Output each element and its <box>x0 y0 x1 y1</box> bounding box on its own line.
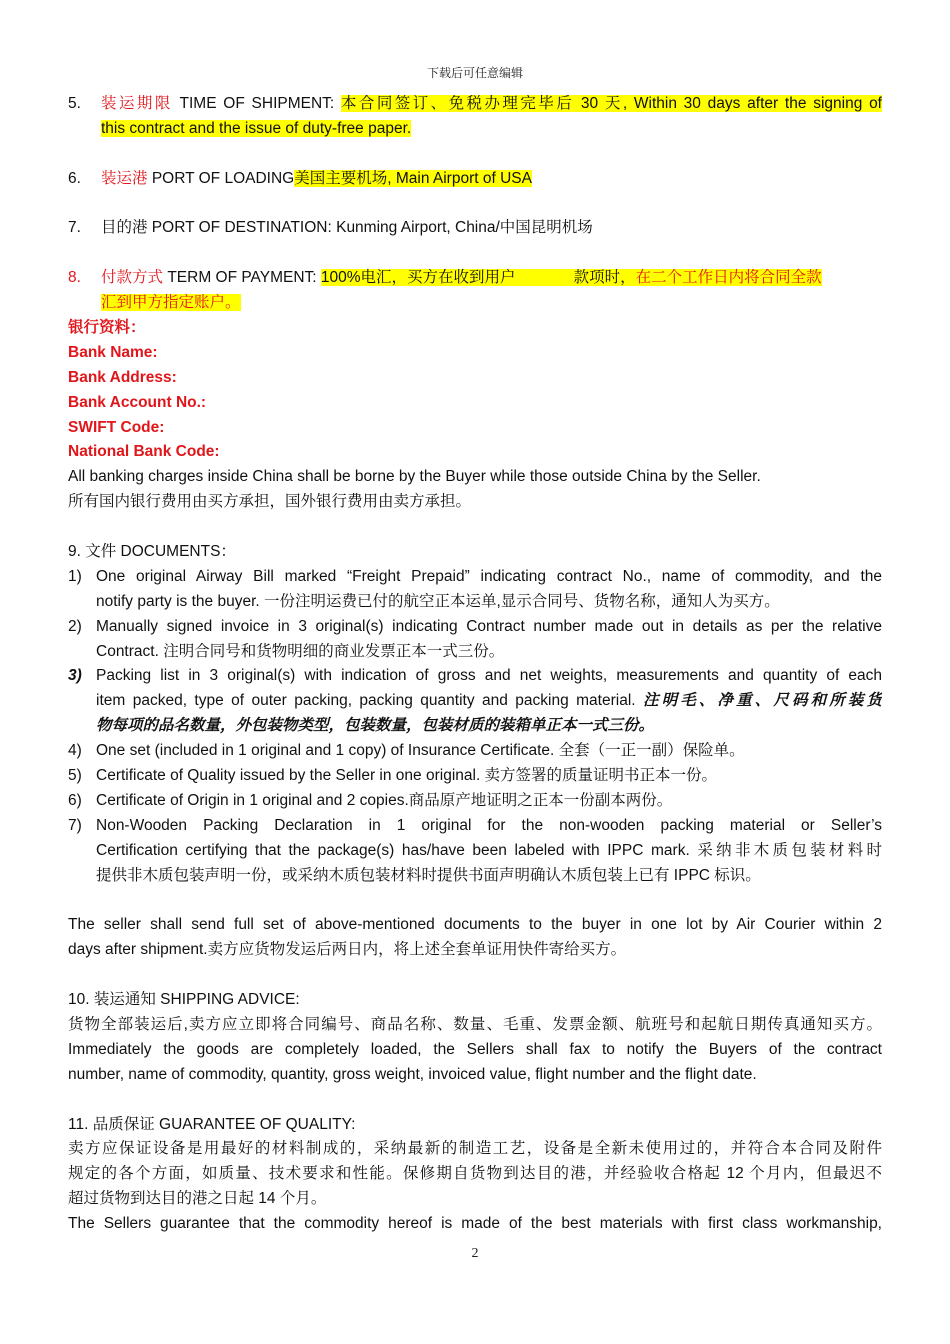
label-cn: 装运港 <box>101 169 148 187</box>
bank-address-label: Bank Address: <box>68 368 177 386</box>
section-number: 5. <box>68 95 81 112</box>
guarantee-cn-2: 规定的各个方面，如质量、技术要求和性能。保修期自货物到达目的港，并经验收合格起 12 个月内，但最迟不 <box>68 1165 882 1183</box>
document-item-1: 1) One original Airway Bill marked “Freight Prepaid” indicating contract No., name of commodity, and the <box>68 567 882 585</box>
bank-info-title: 银行资料： <box>68 319 146 337</box>
section-number: 6. <box>68 169 81 187</box>
document-item-4: 4) One set (included in 1 original and 1 copy) of Insurance Certificate. 全套（一正一副）保险单。 <box>68 742 745 760</box>
section-port-of-loading <box>68 167 882 192</box>
document-item-2: 2) Manually signed invoice in 3 original(s) indicating Contract number made out in details as per the relative <box>68 617 882 635</box>
port-of-loading-value: 美国主要机场, Main Airport of USA <box>294 169 532 187</box>
document-item-7: 7) Non-Wooden Packing Declaration in 1 original for the non-wooden packing material or Seller’s <box>68 816 882 834</box>
bank-account-label: Bank Account No.: <box>68 393 207 411</box>
shipping-advice-title: 10. 装运通知 SHIPPING ADVICE: <box>68 991 300 1009</box>
payment-value-cont: 汇到甲方指定账户。 <box>101 294 241 312</box>
document-item-6: 6) Certificate of Origin in 1 original and 2 copies.商品原产地证明之正本一份副本两份。 <box>68 791 673 809</box>
label-cn: 付款方式 <box>101 269 164 287</box>
section-time-of-shipment <box>68 92 882 117</box>
payment-value-3: 在二个工作日内将合同全款 <box>635 269 822 287</box>
section-port-of-destination <box>68 216 882 241</box>
bank-charges-en: All banking charges inside China shall be borne by the Buyer while those outside China by the Seller. <box>68 468 761 486</box>
page-header: 下载后可任意编辑 <box>426 66 523 80</box>
shipment-time-value: 本合同签订、免税办理完毕后 30 天, Within 30 days after the signing of <box>340 95 882 112</box>
page-number: 2 <box>471 1246 479 1261</box>
payment-value-1: 100%电汇，买方在收到用户 <box>320 269 516 287</box>
label-en: TERM OF PAYMENT: <box>163 269 321 287</box>
label-en: TIME OF SHIPMENT: <box>172 95 341 112</box>
shipping-advice-en: Immediately the goods are completely loaded, the Sellers shall fax to notify the Buyers of the contract <box>68 1040 882 1058</box>
document-item-3: 3) Packing list in 3 original(s) with indication of gross and net weights, measurements and quantity of each <box>68 667 882 685</box>
guarantee-cn-3: 超过货物到达目的港之日起 14 个月。 <box>68 1190 327 1208</box>
section-number: 7. <box>68 219 81 237</box>
documents-delivery-en: The seller shall send full set of above-mentioned documents to the buyer in one lot by Air Courier within 2 <box>68 916 882 934</box>
swift-code-label: SWIFT Code: <box>68 418 165 436</box>
port-of-destination-text: 目的港 PORT OF DESTINATION: Kunming Airport, China/中国昆明机场 <box>101 219 593 237</box>
documents-title: 9. 文件 DOCUMENTS： <box>68 543 236 561</box>
payment-value-2: 款项时， <box>573 269 636 287</box>
label-en: PORT OF LOADING <box>147 169 295 187</box>
label-cn: 装运期限 <box>101 95 173 112</box>
section-term-of-payment <box>68 266 882 291</box>
guarantee-cn-1: 卖方应保证设备是用最好的材料制成的，采纳最新的制造工艺，设备是全新未使用过的，并符合本合同及附件 <box>68 1140 882 1158</box>
bank-charges-cn: 所有国内银行费用由买方承担，国外银行费用由卖方承担。 <box>68 493 472 511</box>
national-bank-code-label: National Bank Code: <box>68 443 220 461</box>
guarantee-title: 11. 品质保证 GUARANTEE OF QUALITY: <box>68 1115 356 1133</box>
document-item-5: 5) Certificate of Quality issued by the Seller in one original. 卖方签署的质量证明书正本一份。 <box>68 767 718 785</box>
bank-name-label: Bank Name: <box>68 343 158 361</box>
contract-body: 5. 装运期限 TIME OF SHIPMENT: 本合同签订、免税办理完毕后 30 天, Within 30 days after the signing of this contract and the issue of duty-free paper. 6. 装运港 PORT OF LOADING美国主要机场, Main Airport of USA 7. 目的港 PORT OF DESTINATION: Kunming Airport, China/中国昆明机场 8. 付款方式 TERM OF PAYMENT: 100%电汇，买方在收到用户 款项时，在二个工作日内将合同全款 汇到甲方指定账户。 银行资料： Bank Name: Bank Address: Bank Account No.: SWIFT Code: National Bank Code: All banking charges inside China shall be borne by the Buyer while those outside China by the Seller. 所有国内银行费用由买方承担，国外银行费用由卖方承担。 9. 文件 DOCUMENTS： 1) One original Airway Bill marked “Freight Prepaid” indicating contract No., name of commodity, and the notify party is the buyer. 一份注明运费已付的航空正本运单,显示合同号、货物名称，通知人为买方。 2) Manually signed invoice in 3 original(s) indicating Contract number made out in details as per the relative Contract. 注明合同号和货物明细的商业发票正本一式三份。 3) Packing list in 3 original(s) with indication of gross and net weights, measurements and quantity of each item packed, type of outer packing, packing quantity and packing material. 注明毛、净重、尺码和所装货 物每项的品名数量，外包装物类型，包装数量，包装材质的装箱单正本一式三份。 4) One set (included in 1 original and 1 copy) of Insurance Certificate. 全套（一正一副）保险单。 5) Certificate of Quality issued by the Seller in one original. 卖方签署的质量证明书正本一份。 6) Certificate of Origin in 1 original and 2 copies.商品原产地证明之正本一份副本两份。 7) Non-Wooden Packing Declaration in 1 original for the non-wooden packing material or Seller’s Certification certifying that the package(s) has/have been labeled with IPPC mark. 采纳非木质包装材料时 提供非木质包装声明一份，或采纳木质包装材料时提供书面声明确认木质包装上已有 IPPC 标识。 The seller shall send full set of above-mentioned documents to the buyer in one lot by Air Courier within 2 days after shipment.卖方应货物发运后两日内，将上述全套单证用快件寄给买方。 10. 装运通知 SHIPPING ADVICE: 货物全部装运后,卖方应立即将合同编号、商品名称、数量、毛重、发票金额、航班号和起航日期传真通知买方。 Immediately the goods are completely loaded, the Sellers shall fax to notify the Buyers of the contract number, name of commodity, quantity, gross weight, invoiced value, flight number and the flight date. 11. 品质保证 GUARANTEE OF QUALITY: 卖方应保证设备是用最好的材料制成的，采纳最新的制造工艺，设备是全新未使用过的，并符合本合同及附件 规定的各个方面，如质量、技术要求和性能。保修期自货物到达目的港，并经验收合格起 12 个月内，但最迟不 超过货物到达目的港之日起 14 个月。 The Sellers guarantee that the commodity hereof is made of the best materials with first class workmanship, <box>68 92 882 1237</box>
shipment-time-value-cont: this contract and the issue of duty-free paper. <box>101 119 412 137</box>
shipping-advice-cn: 货物全部装运后,卖方应立即将合同编号、商品名称、数量、毛重、发票金额、航班号和起航日期传真通知买方。 <box>68 1015 882 1033</box>
shipping-advice-en-cont: number, name of commodity, quantity, gross weight, invoiced value, flight number and the flight date. <box>68 1065 757 1083</box>
documents-delivery-cn: days after shipment.卖方应货物发运后两日内，将上述全套单证用快件寄给买方。 <box>68 941 627 959</box>
section-number: 8. <box>68 269 81 287</box>
guarantee-en-1: The Sellers guarantee that the commodity hereof is made of the best materials with first class workmanship, <box>68 1215 882 1233</box>
